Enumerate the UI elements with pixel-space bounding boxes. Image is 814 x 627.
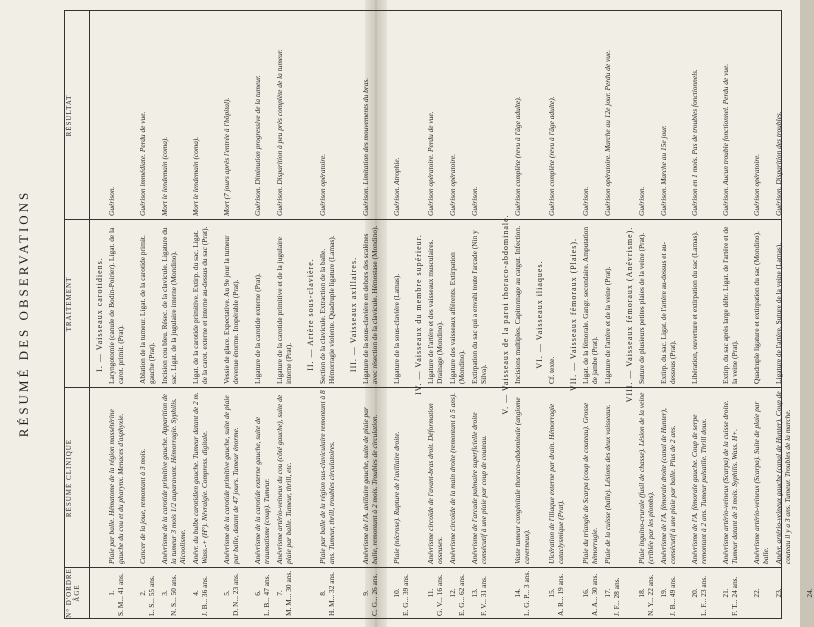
- traitement: Laryngotomie (canule de Bodin-Poirier). Ligat. de la carot. primit. (Prat).: [107, 227, 125, 384]
- patient-age: C. G... 26 ans.: [370, 573, 379, 616]
- resume-clinique: Anévrisme de la carotide externe gauche, suite de traumatisme (coup). Tumeur.: [253, 416, 271, 564]
- resume-clinique: Plaie de la cuisse (balle). Lésions des deux vaisseaux.: [603, 404, 612, 564]
- resultat: Guérison. Diminution progressive de la tumeur.: [253, 75, 262, 216]
- traitement: Cf. texte.: [547, 356, 556, 384]
- traitement: Ligature des vaisseaux afférents. Extirpation (Mondino).: [448, 252, 466, 384]
- traitement: Ligature de l'artère et des vaisseaux musculaires. Drainage (Mondino).: [426, 239, 444, 384]
- traitement: Ligature de la sous-clavière en dehors des scalènes avec résection de la clavicule. Hémostase (Mondino).: [361, 225, 379, 384]
- resume-clinique: Plaie (nécrose). Rupture de l'axillaire droite.: [392, 431, 401, 564]
- row-id-age: [752, 570, 761, 616]
- header-age: N° D'ORDRE ÂGE: [65, 568, 81, 618]
- row-number: 21.: [721, 588, 730, 598]
- resultat: Guérison complète (revu à l'âge adulte).: [547, 96, 556, 216]
- row-id-age: [513, 570, 531, 616]
- section-heading: V. — Vaisseaux de la paroi thoraco-abdominale.: [501, 214, 510, 415]
- resultat: Mort (7 jours après l'entrée à l'hôpital).: [222, 97, 231, 216]
- resultat: Guérison. Marche au 15e jour.: [659, 125, 668, 216]
- resume-clinique: Anévrisme de la carotide primitive gauche. Apparition de la tumeur 3 mois 1/2 auparavant. Hémorragie. Syphilis. Alcoolisme.: [160, 394, 187, 564]
- resultat: Guérison opératoire. Marche au 12e jour. Perdu de vue.: [603, 49, 612, 216]
- resultat: Guérison. Disparition des troubles.: [774, 111, 783, 216]
- header-resultat: RÉSULTAT: [65, 94, 73, 137]
- row-number: 24.: [805, 588, 814, 598]
- row-number: 6.: [253, 590, 262, 596]
- row-number: 9.: [361, 590, 370, 596]
- resume-clinique: Anévrisme de la carotide primitive gauche, suite de plaie par balle, datant de 47 jours. Tumeur énorme.: [222, 395, 240, 564]
- resultat: Guérison opératoire.: [752, 153, 761, 216]
- row-number: 22.: [752, 588, 761, 598]
- traitement: Section de la clavicule. Extraction de la balle. Hémorragie violente. Quadruple ligature (Lamas).: [318, 235, 336, 384]
- patient-age: G. V... 16 ans.: [435, 574, 444, 616]
- row-id-age: [690, 570, 708, 616]
- patient-age: J. F... 28 ans.: [612, 577, 621, 616]
- row-number: 13.: [470, 588, 479, 598]
- row-id-age: [603, 570, 621, 616]
- row-id-age: [275, 570, 293, 616]
- row-number: 15.: [547, 588, 556, 598]
- row-number: 14.: [513, 588, 522, 598]
- row-number: 8.: [318, 590, 327, 596]
- row-number: 18.: [637, 588, 646, 598]
- column-rule: [65, 567, 781, 568]
- resultat: Mort le lendemain (coma).: [160, 136, 169, 216]
- patient-age: M. M... 30 ans.: [284, 570, 293, 616]
- patient-age: D. N... 23 ans.: [231, 573, 240, 616]
- traitement: Ligature de l'artère et de la veine (Prat).: [603, 266, 612, 384]
- row-number: 1.: [107, 590, 116, 596]
- patient-age: J. B... 36 ans.: [200, 576, 209, 616]
- resultat: Guérison en 1 mois. Pas de troubles fonctionnels.: [690, 69, 699, 216]
- row-number: 20.: [690, 588, 699, 598]
- row-id-age: [774, 570, 783, 616]
- row-number: 10.: [392, 588, 401, 598]
- patient-age: H. M... 32 ans.: [327, 572, 336, 616]
- resume-clinique: Vaste tumeur congénitale thoraco-abdominale (angiome caverneux).: [513, 397, 531, 564]
- resultat: Guérison.: [581, 186, 590, 216]
- row-id-age: [547, 570, 565, 616]
- observations-table: [64, 10, 814, 619]
- row-id-age: [107, 570, 125, 616]
- patient-age: F. V... 31 ans.: [479, 576, 488, 616]
- patient-age: L. G. P... 3 ans.: [522, 570, 531, 616]
- traitement: Quadruple ligature et extirpation du sac (Mondino).: [752, 231, 761, 384]
- row-id-age: [470, 570, 488, 616]
- section-heading: II. — Artère sous-clavière.: [306, 258, 315, 371]
- patient-age: E. G... 62 ans.: [457, 574, 466, 616]
- traitement: Ligature de l'artère. Suture de la veine (Lamas).: [774, 242, 783, 384]
- row-id-age: [721, 570, 739, 616]
- traitement: Libération, ouverture et extirpation du sac (Lamas).: [690, 231, 699, 384]
- resultat: Mort le lendemain (coma).: [191, 136, 200, 216]
- row-number: 16.: [581, 588, 590, 598]
- traitement: Ligature de la carotide externe (Prat).: [253, 273, 262, 384]
- patient-age: L. S... 55 ans.: [147, 575, 156, 616]
- section-heading: IV. — Vaisseaux du membre supérieur.: [414, 234, 423, 395]
- row-id-age: [659, 570, 677, 616]
- section-heading: VI. — Vaisseaux iliaques.: [535, 260, 544, 369]
- row-id-age: [426, 570, 444, 616]
- traitement: Ligat. de la fémorale. Gangr. secondaire. Amputation de jambe (Prat).: [581, 226, 599, 384]
- resultat: Guérison opératoire. Perdu de vue.: [426, 111, 435, 216]
- resume-clinique: Anévrisme circoïde de l'avant-bras droit. Déformation osseuses.: [426, 403, 444, 564]
- resume-clinique: Anévrisme de l'arcade palmaire superficielle droite consécutif à une plaie par coup de couteau.: [470, 412, 488, 564]
- column-rule: [65, 387, 781, 388]
- section-heading: VII. — Vaisseaux fémoraux (Plaies).: [569, 237, 578, 392]
- row-id-age: [160, 570, 178, 616]
- header-traitement: TRAITEMENT: [65, 276, 73, 332]
- row-id-age: [637, 570, 655, 616]
- patient-age: N. S... 50 ans.: [169, 574, 178, 616]
- traitement: Ligature de la sous-clavière (Lamas).: [392, 273, 401, 384]
- traitement: Ligat. de la carotide primitive. Extirp. du sac. Ligat. de la carot. externe et interne au-dessus du sac (Prat).: [191, 226, 209, 384]
- row-number: 23.: [774, 588, 783, 598]
- resultat: Guérison. Limitation des mouvements du bras.: [361, 77, 370, 216]
- patient-age: E. G... 39 ans.: [401, 574, 410, 616]
- patient-age: L. B... 47 ans.: [262, 574, 271, 616]
- resume-clinique: Ulcération de l'iliaque externe par drain. Hémorragie cataclysmique (Prat).: [547, 403, 565, 564]
- resume-clinique: Plaie par balle. Hématome de la région massétérine gauche du cou et du pharynx. Menaces d'asphyxie.: [107, 409, 125, 564]
- patient-age: A. R... 19 ans.: [556, 573, 565, 616]
- traitement: Extirp. du sac après large débr. Ligat. de l'artère et de la veine (Prat).: [721, 226, 739, 384]
- resume-clinique: Plaie du triangle de Scarpa (coup de couteau). Grosse hémorragie.: [581, 402, 599, 564]
- traitement: Suture de plusieurs petites plaies de la veine (Prat).: [637, 232, 646, 384]
- column-rule: [65, 219, 781, 220]
- resume-clinique: Anévrisme artério-veineux (Scarpa) de la cuisse droite. Tumeur datant de 3 mois. Syphilis. Wass. H+.: [721, 400, 739, 564]
- row-number: 19.: [659, 588, 668, 598]
- row-number: 3.: [160, 590, 169, 596]
- row-id-age: [448, 570, 466, 616]
- patient-age: L. F... 23 ans.: [699, 575, 708, 616]
- resume-clinique: Plaie inguino-crurale (fusil de chasse). Lésion de la veine (criblée par les plombs).: [637, 392, 655, 564]
- resultat: Guérison.: [470, 186, 479, 216]
- patient-age: S. M... 41 ans.: [116, 573, 125, 616]
- resultat: Guérison. Aucun trouble fonctionnel. Perdu de vue.: [721, 63, 730, 216]
- row-id-age: [581, 570, 599, 616]
- section-heading: III. — Vaisseaux axillaires.: [349, 256, 358, 373]
- row-id-age: [222, 570, 240, 616]
- row-id-age: [361, 570, 379, 616]
- header-resume: RÉSUMÉ CLINIQUE: [65, 438, 73, 518]
- traitement: Extirp. du sac. Ligat. de l'artère au-dessus et au-dessous (Prat).: [659, 242, 677, 384]
- row-number: 12.: [448, 588, 457, 598]
- resultat: Guérison immédiate. Perdu de vue.: [138, 111, 147, 216]
- row-id-age: [392, 570, 410, 616]
- row-id-age: [253, 570, 271, 616]
- resume-clinique: Anévrisme artério-veineux (Scarpa). Suite de plaie par balle.: [752, 401, 770, 564]
- page-title: RÉSUMÉ DES OBSERVATIONS: [16, 189, 31, 438]
- resume-clinique: Anévrisme circoïde de la main droite (remontant à 5 ans).: [448, 392, 457, 564]
- section-heading: I. — Vaisseaux carotidiens.: [95, 257, 104, 372]
- row-number: 2.: [138, 590, 147, 596]
- row-number: 17.: [603, 588, 612, 598]
- row-number: 7.: [275, 590, 284, 596]
- header-rule: [89, 11, 90, 618]
- row-id-age: [138, 570, 156, 616]
- row-number: 5.: [222, 590, 231, 596]
- resultat: Guérison.: [637, 186, 646, 216]
- resultat: Guérison opératoire.: [318, 153, 327, 216]
- section-heading: VIII. — Vaisseaux fémoraux (Anévrisme).: [625, 226, 634, 403]
- row-number: 11.: [426, 588, 435, 598]
- resume-clinique: Anévrisme de l'A. fémorale droite (canal de Hunter), consécutif à une plaie par balle. Plus de 2 ans.: [659, 408, 677, 564]
- resultat: Guérison. Atrophie.: [392, 157, 401, 216]
- patient-age: J. B... 49 ans.: [668, 576, 677, 616]
- row-id-age: [318, 570, 336, 616]
- resultat: Guérison.: [107, 186, 116, 216]
- patient-age: A. A... 30 ans.: [590, 573, 599, 616]
- traitement: Ablation de la tumeur. Ligat. de la carotide primit. gauche (Prat).: [138, 235, 156, 384]
- resume-clinique: Anévrisme de l'A. axillaire gauche, suite de plaie par balle, remontant à 2 mois. Troubles de circulation.: [361, 407, 379, 564]
- resume-clinique: Anévr. du bulbe carotidien gauche. Tumeur datant de 2 m. Wass.-+ (H°). Névralgie. Compress. digitale.: [191, 392, 209, 564]
- row-id-age: [805, 570, 814, 616]
- traitement: Vessie de glace. Expectative. Au 9e jour la tumeur devenue énorme. Inopérable (Prat).: [222, 235, 240, 384]
- traitement: Extirpation du sac qui a envahi toute l'arcade (Nin y Silva).: [470, 230, 488, 384]
- traitement: Incisions multiples. Capitonnage au catgut. Infection.: [513, 225, 522, 384]
- patient-age: F. T... 24 ans.: [730, 576, 739, 616]
- resume-clinique: Anévrisme de l'A. fémorale gauche. Coup de serpe remontant à 2 ans. Tumeur pulsatile. Thrill doux.: [690, 414, 708, 564]
- resume-clinique: Plaie par balle de la région sus-claviculaire remontant à 8 ans. Tumeur, thrill, troubles circulatoires.: [318, 390, 336, 564]
- resume-clinique: Cancer de la joue, remontant à 3 mois.: [138, 448, 147, 564]
- row-id-age: [191, 570, 209, 616]
- resume-clinique: Anévr. artério-veineux gauche (canal de Hunter). Coup de couteau il y a 3 ans. Tumeur. Troubles de la marche.: [774, 391, 792, 564]
- traitement: Ligature de la carotide primitive et de la jugulaire interne (Prat).: [275, 237, 293, 384]
- resultat: Guérison complète (revu à l'âge adulte).: [513, 96, 522, 216]
- patient-age: N. Y... 22 ans.: [646, 574, 655, 616]
- resultat: Guérison. Disparition à peu près complète de la tumeur.: [275, 49, 284, 216]
- resume-clinique: Anévrisme artério-veineux du cou (côté gauche), suite de plaie par balle. Tumeur, thrill, etc.: [275, 394, 293, 564]
- traitement: Incision cou bleu. Résec. de la clavicule. Ligature du sac. Ligat. de la jugulaire interne (Mondino).: [160, 227, 178, 384]
- row-number: 4.: [191, 590, 200, 596]
- resultat: Guérison opératoire.: [448, 153, 457, 216]
